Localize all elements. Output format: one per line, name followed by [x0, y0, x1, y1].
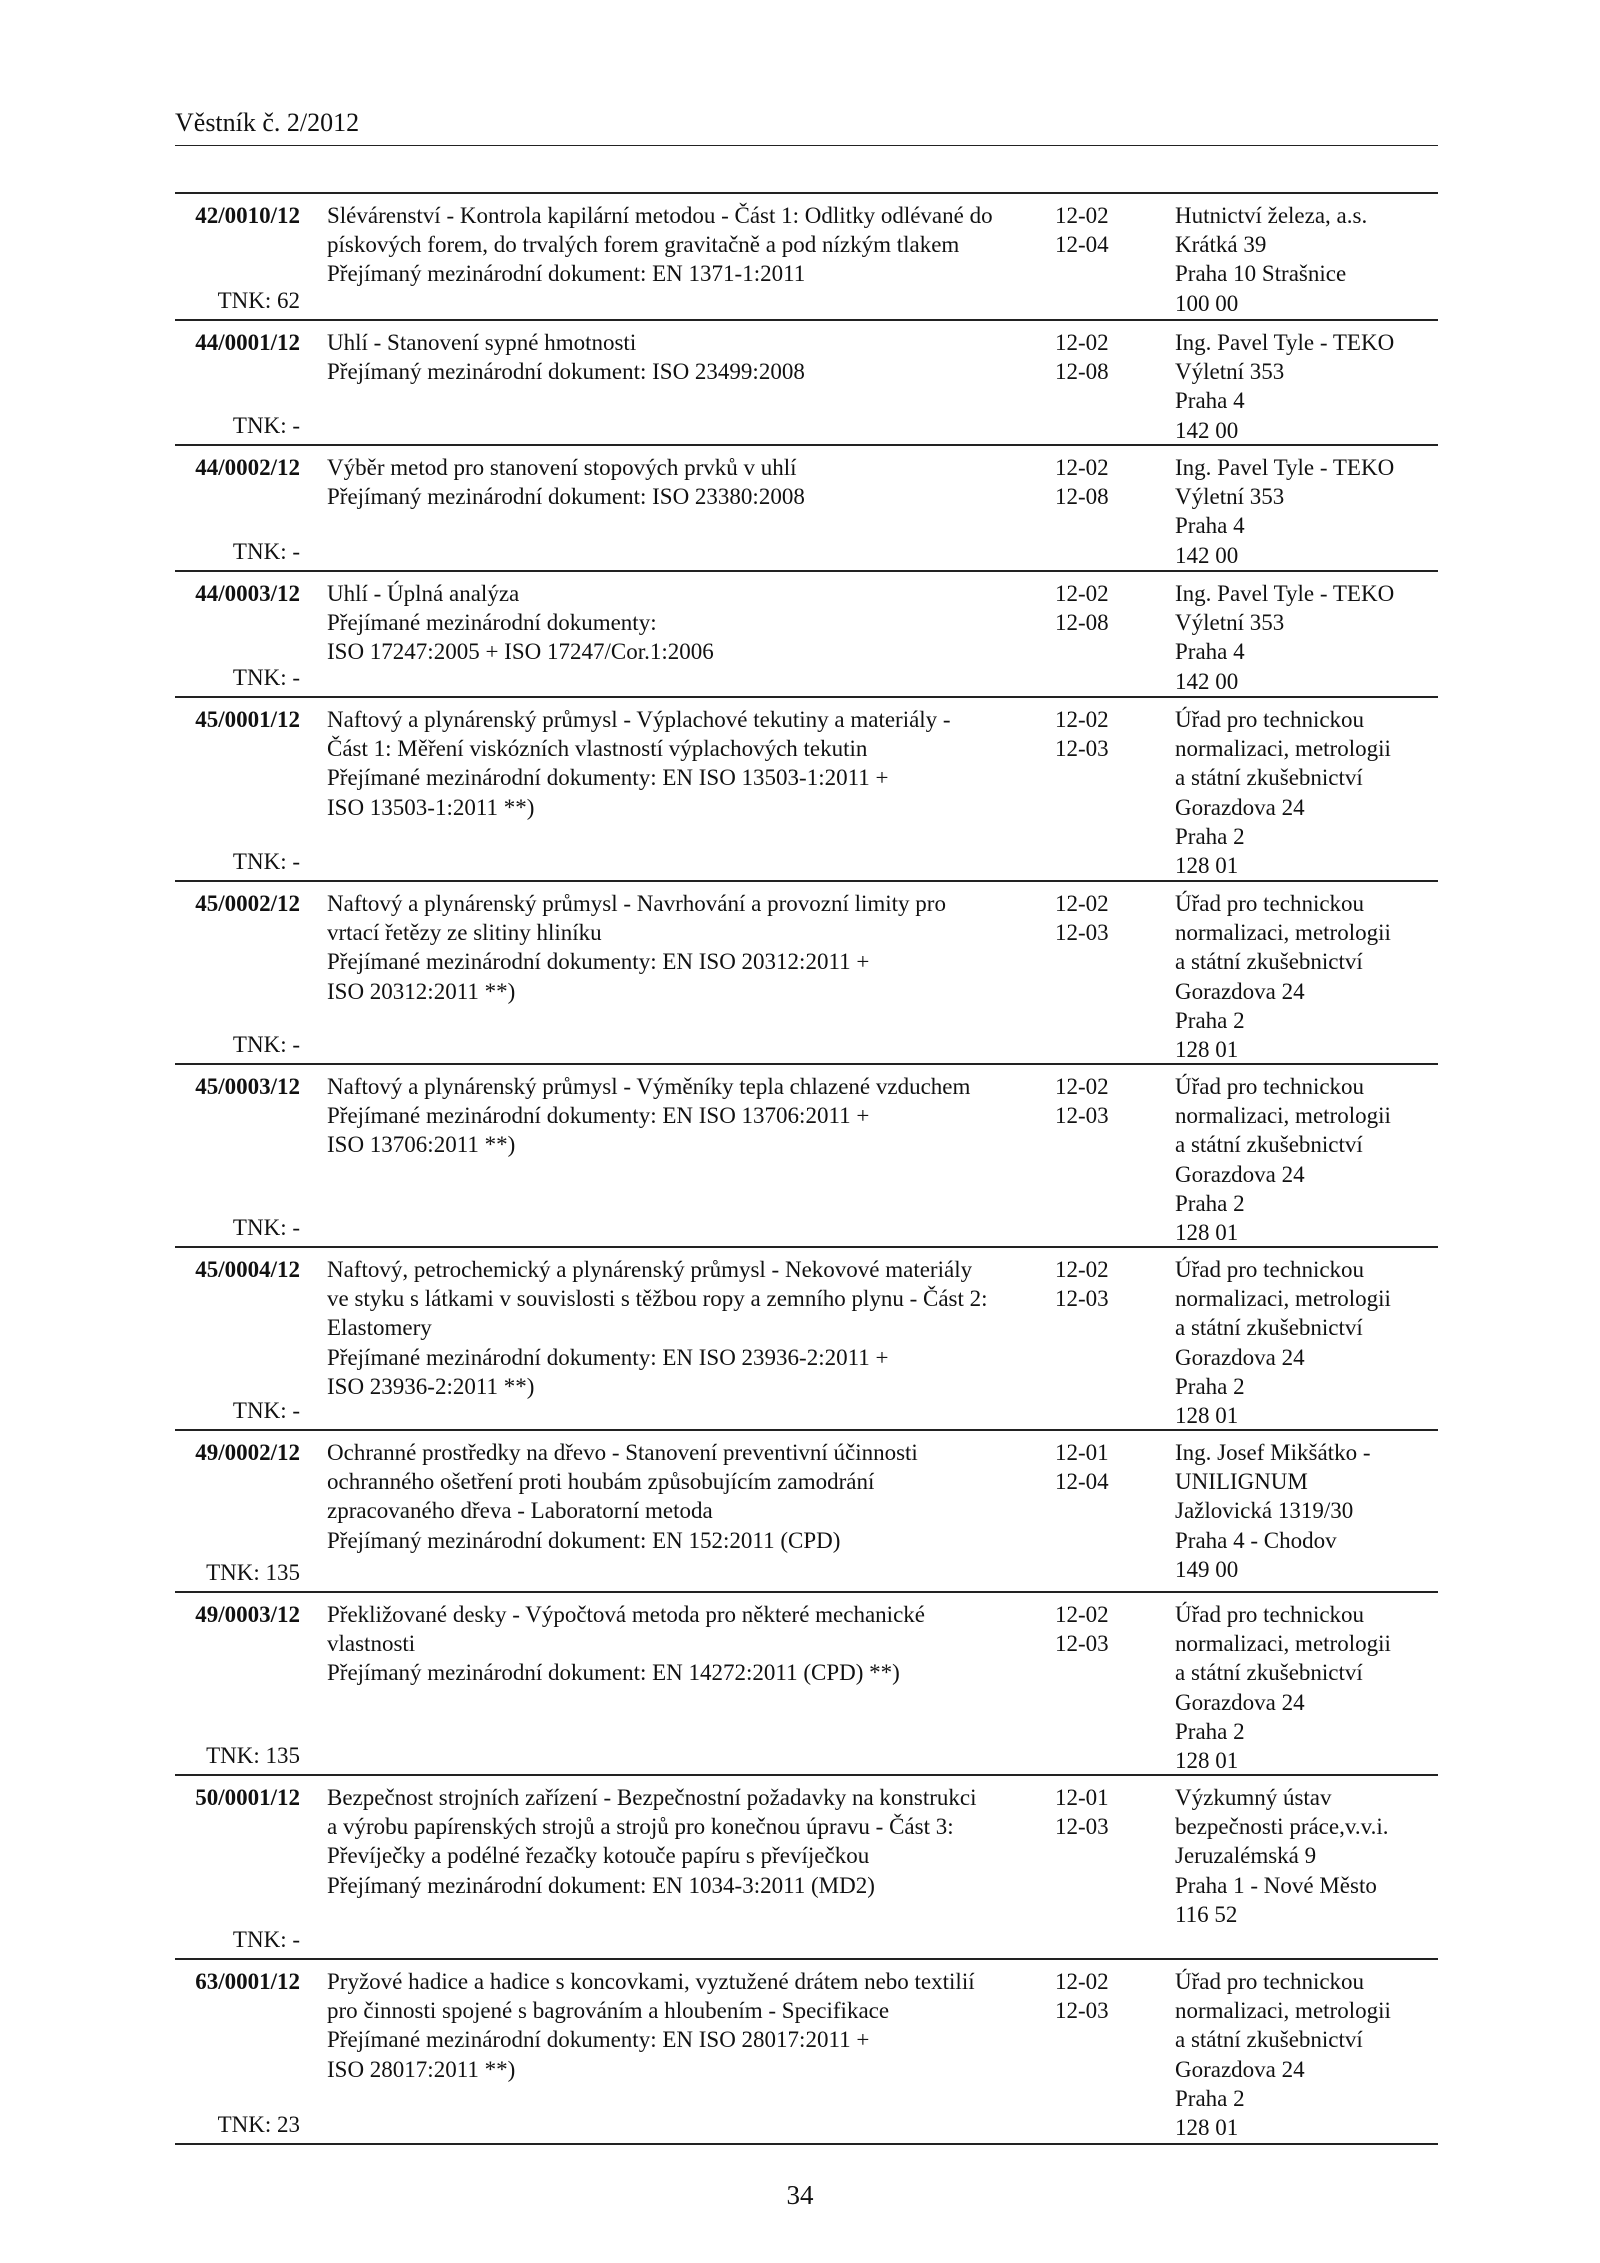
- title-line: Naftový a plynárenský průmysl - Výplachové tekutiny a materiály -: [327, 707, 951, 732]
- standard-dates: [1055, 579, 1195, 637]
- table-row: [175, 1065, 1438, 1248]
- address-line: Praha 1 - Nové Město: [1175, 1872, 1377, 1898]
- table-row: [175, 1960, 1438, 2145]
- address-line: Praha 4: [1175, 639, 1245, 665]
- title-line: Přejímané mezinárodní dokumenty: EN ISO 13503-1:2011 +: [327, 765, 889, 791]
- title-line: Bezpečnost strojních zařízení - Bezpečnostní požadavky na konstrukci: [327, 1785, 977, 1810]
- address-line: a státní zkušebnictví: [1175, 765, 1363, 791]
- date-line: 12-03: [1055, 736, 1109, 762]
- title-line: ISO 13706:2011 **): [327, 1132, 516, 1158]
- address-line: 142 00: [1175, 668, 1239, 694]
- address-line: normalizaci, metrologii: [1175, 920, 1391, 946]
- title-line: a výrobu papírenských strojů a strojů pro konečnou úpravu - Část 3:: [327, 1814, 954, 1840]
- date-line: 12-04: [1055, 232, 1109, 258]
- title-line: ISO 17247:2005 + ISO 17247/Cor.1:2006: [327, 639, 714, 665]
- address-line: Gorazdova 24: [1175, 978, 1305, 1004]
- address-line: normalizaci, metrologii: [1175, 1286, 1391, 1312]
- address-line: normalizaci, metrologii: [1175, 1631, 1391, 1657]
- table-row: [175, 1593, 1438, 1776]
- date-line: 12-02: [1055, 455, 1109, 480]
- standard-code: 63/0001/12: [195, 1969, 300, 1994]
- address-line: Úřad pro technickou: [1175, 1602, 1365, 1627]
- table-row: [175, 194, 1438, 321]
- date-line: 12-03: [1055, 1103, 1109, 1129]
- address-line: Výletní 353: [1175, 610, 1285, 636]
- address-line: Praha 4: [1175, 388, 1245, 414]
- standard-dates: [1055, 889, 1195, 947]
- title-line: ISO 23936-2:2011 **): [327, 1373, 535, 1399]
- title-line: Ochranné prostředky na dřevo - Stanovení preventivní účinnosti: [327, 1440, 918, 1465]
- title-line: Uhlí - Stanovení sypné hmotnosti: [327, 330, 637, 355]
- tnk-number: TNK: -: [232, 1031, 300, 1057]
- date-line: 12-08: [1055, 484, 1109, 510]
- address-line: UNILIGNUM: [1175, 1469, 1308, 1495]
- address-line: Výzkumný ústav: [1175, 1785, 1332, 1810]
- title-line: Přejímaný mezinárodní dokument: EN 152:2011 (CPD): [327, 1527, 841, 1553]
- standard-dates: [1055, 1438, 1195, 1496]
- tnk-number: TNK: -: [232, 848, 300, 874]
- title-line: pro činnosti spojené s bagrováním a hloubením - Specifikace: [327, 1998, 890, 2024]
- date-line: 12-02: [1055, 1257, 1109, 1282]
- tnk-number: TNK: -: [232, 1926, 300, 1952]
- table-row: [175, 882, 1438, 1065]
- address-line: Jažlovická 1319/30: [1175, 1498, 1354, 1524]
- address-line: 128 01: [1175, 1748, 1239, 1774]
- tnk-number: TNK: -: [232, 1397, 300, 1423]
- standard-code: 50/0001/12: [195, 1785, 300, 1810]
- address-line: Praha 2: [1175, 1007, 1245, 1033]
- tnk-number: TNK: 135: [206, 1559, 300, 1585]
- title-line: Přejímané mezinárodní dokumenty: EN ISO 13706:2011 +: [327, 1103, 870, 1129]
- address-line: 142 00: [1175, 417, 1239, 443]
- address-line: 149 00: [1175, 1556, 1239, 1582]
- address-line: Praha 2: [1175, 1718, 1245, 1744]
- address-line: 128 01: [1175, 1220, 1239, 1246]
- tnk-number: TNK: 62: [217, 287, 300, 313]
- processor-address: [1175, 579, 1438, 696]
- date-line: 12-02: [1055, 203, 1109, 228]
- address-line: a státní zkušebnictví: [1175, 1132, 1363, 1158]
- date-line: 12-01: [1055, 1785, 1109, 1810]
- address-line: 128 01: [1175, 853, 1239, 879]
- address-line: 128 01: [1175, 2115, 1239, 2141]
- table-row: [175, 1776, 1438, 1960]
- standard-code: 45/0002/12: [195, 891, 300, 916]
- date-line: 12-03: [1055, 920, 1109, 946]
- address-line: Gorazdova 24: [1175, 2056, 1305, 2082]
- date-line: 12-03: [1055, 1998, 1109, 2024]
- date-line: 12-02: [1055, 891, 1109, 916]
- processor-address: [1175, 705, 1438, 880]
- address-line: Krátká 39: [1175, 232, 1267, 258]
- address-line: a státní zkušebnictví: [1175, 1660, 1363, 1686]
- standard-dates: [1055, 1255, 1195, 1313]
- title-line: Přejímané mezinárodní dokumenty:: [327, 610, 657, 636]
- date-line: 12-02: [1055, 1969, 1109, 1994]
- page-header: Věstník č. 2/2012: [175, 108, 360, 137]
- address-line: Úřad pro technickou: [1175, 1074, 1365, 1099]
- address-line: normalizaci, metrologii: [1175, 1103, 1391, 1129]
- processor-address: [1175, 453, 1438, 570]
- address-line: normalizaci, metrologii: [1175, 736, 1391, 762]
- tnk-number: TNK: -: [232, 664, 300, 690]
- address-line: 128 01: [1175, 1037, 1239, 1063]
- title-line: Pryžové hadice a hadice s koncovkami, vyztužené drátem nebo textilií: [327, 1969, 975, 1994]
- table-row: [175, 698, 1438, 882]
- standard-code: 45/0003/12: [195, 1074, 300, 1099]
- processor-address: [1175, 889, 1438, 1064]
- date-line: 12-01: [1055, 1440, 1109, 1465]
- address-line: Praha 2: [1175, 2085, 1245, 2111]
- title-line: Elastomery: [327, 1315, 432, 1341]
- title-line: Naftový, petrochemický a plynárenský průmysl - Nekovové materiály: [327, 1257, 973, 1282]
- title-line: ve styku s látkami v souvislosti s těžbou ropy a zemního plynu - Část 2:: [327, 1286, 988, 1312]
- date-line: 12-02: [1055, 330, 1109, 355]
- table-row: [175, 1248, 1438, 1431]
- title-line: Naftový a plynárenský průmysl - Navrhování a provozní limity pro: [327, 891, 946, 916]
- table-row: [175, 572, 1438, 698]
- title-line: Naftový a plynárenský průmysl - Výměníky tepla chlazené vzduchem: [327, 1074, 971, 1099]
- standard-dates: [1055, 453, 1195, 511]
- date-line: 12-03: [1055, 1286, 1109, 1312]
- title-line: ISO 20312:2011 **): [327, 978, 516, 1004]
- title-line: Přejímaný mezinárodní dokument: ISO 23499:2008: [327, 359, 805, 385]
- tnk-number: TNK: -: [232, 412, 300, 438]
- date-line: 12-08: [1055, 610, 1109, 636]
- standard-dates: [1055, 328, 1195, 386]
- address-line: Výletní 353: [1175, 484, 1285, 510]
- title-line: Přejímaný mezinárodní dokument: EN 14272:2011 (CPD) **): [327, 1660, 900, 1686]
- title-line: ochranného ošetření proti houbám způsobujícím zamodrání: [327, 1469, 875, 1495]
- date-line: 12-03: [1055, 1814, 1109, 1840]
- standard-code: 44/0001/12: [195, 330, 300, 355]
- address-line: a státní zkušebnictví: [1175, 949, 1363, 975]
- address-line: Úřad pro technickou: [1175, 1969, 1365, 1994]
- title-line: Přejímaný mezinárodní dokument: ISO 23380:2008: [327, 484, 805, 510]
- title-line: Výběr metod pro stanovení stopových prvků v uhlí: [327, 455, 797, 480]
- title-line: Část 1: Měření viskózních vlastností výplachových tekutin: [327, 736, 868, 762]
- header-rule: [175, 145, 1438, 146]
- address-line: normalizaci, metrologii: [1175, 1998, 1391, 2024]
- title-line: Uhlí - Úplná analýza: [327, 581, 520, 606]
- title-line: Přejímané mezinárodní dokumenty: EN ISO 20312:2011 +: [327, 949, 870, 975]
- address-line: 142 00: [1175, 542, 1239, 568]
- title-line: ISO 13503-1:2011 **): [327, 794, 535, 820]
- processor-address: [1175, 328, 1438, 445]
- processor-address: [1175, 201, 1438, 318]
- processor-address: [1175, 1600, 1438, 1775]
- standard-code: 45/0001/12: [195, 707, 300, 732]
- tnk-number: TNK: -: [232, 538, 300, 564]
- page-number: 34: [786, 2180, 814, 2210]
- address-line: Úřad pro technickou: [1175, 891, 1365, 916]
- address-line: Hutnictví železa, a.s.: [1175, 203, 1368, 228]
- address-line: Gorazdova 24: [1175, 1689, 1305, 1715]
- title-line: vrtací řetězy ze slitiny hliníku: [327, 920, 602, 946]
- title-line: zpracovaného dřeva - Laboratorní metoda: [327, 1498, 713, 1524]
- address-line: Ing. Pavel Tyle - TEKO: [1175, 455, 1395, 480]
- standard-dates: [1055, 1600, 1195, 1658]
- table-row: [175, 1431, 1438, 1593]
- date-line: 12-03: [1055, 1631, 1109, 1657]
- date-line: 12-08: [1055, 359, 1109, 385]
- address-line: Úřad pro technickou: [1175, 707, 1365, 732]
- processor-address: [1175, 1255, 1438, 1430]
- date-line: 12-02: [1055, 1074, 1109, 1099]
- title-line: Překližované desky - Výpočtová metoda pro některé mechanické: [327, 1602, 925, 1627]
- standard-dates: [1055, 705, 1195, 763]
- title-line: Přejímaný mezinárodní dokument: EN 1371-1:2011: [327, 261, 806, 287]
- address-line: Praha 2: [1175, 1373, 1245, 1399]
- address-line: Ing. Josef Mikšátko -: [1175, 1440, 1371, 1465]
- title-line: Přejímané mezinárodní dokumenty: EN ISO 28017:2011 +: [327, 2027, 870, 2053]
- standard-dates: [1055, 1967, 1195, 2025]
- tnk-number: TNK: 23: [217, 2111, 300, 2137]
- title-line: ISO 28017:2011 **): [327, 2056, 516, 2082]
- standard-code: 44/0003/12: [195, 581, 300, 606]
- standard-code: 49/0003/12: [195, 1602, 300, 1627]
- address-line: 100 00: [1175, 290, 1239, 316]
- title-line: Převíječky a podélné řezačky kotouče papíru s převíječkou: [327, 1843, 870, 1869]
- processor-address: [1175, 1438, 1438, 1584]
- address-line: Ing. Pavel Tyle - TEKO: [1175, 581, 1395, 606]
- standard-dates: [1055, 201, 1195, 259]
- address-line: Praha 2: [1175, 823, 1245, 849]
- address-line: 128 01: [1175, 1403, 1239, 1429]
- address-line: Praha 4 - Chodov: [1175, 1527, 1337, 1553]
- address-line: Gorazdova 24: [1175, 1161, 1305, 1187]
- title-line: pískových forem, do trvalých forem gravitačně a pod nízkým tlakem: [327, 232, 960, 258]
- standard-code: 49/0002/12: [195, 1440, 300, 1465]
- table-row: [175, 321, 1438, 446]
- standard-code: 42/0010/12: [195, 203, 300, 228]
- processor-address: [1175, 1783, 1438, 1929]
- title-line: Přejímané mezinárodní dokumenty: EN ISO 23936-2:2011 +: [327, 1344, 889, 1370]
- address-line: Jeruzalémská 9: [1175, 1843, 1317, 1869]
- standard-dates: [1055, 1072, 1195, 1130]
- address-line: a státní zkušebnictví: [1175, 1315, 1363, 1341]
- table-row: [175, 446, 1438, 572]
- tnk-number: TNK: 135: [206, 1742, 300, 1768]
- date-line: 12-02: [1055, 581, 1109, 606]
- title-line: Přejímaný mezinárodní dokument: EN 1034-3:2011 (MD2): [327, 1872, 875, 1898]
- address-line: 116 52: [1175, 1901, 1238, 1927]
- address-line: Praha 2: [1175, 1190, 1245, 1216]
- address-line: bezpečnosti práce,v.v.i.: [1175, 1814, 1389, 1840]
- standard-code: 45/0004/12: [195, 1257, 300, 1282]
- address-line: a státní zkušebnictví: [1175, 2027, 1363, 2053]
- processor-address: [1175, 1967, 1438, 2142]
- address-line: Praha 10 Strašnice: [1175, 261, 1347, 287]
- address-line: Praha 4: [1175, 513, 1245, 539]
- address-line: Úřad pro technickou: [1175, 1257, 1365, 1282]
- title-line: vlastnosti: [327, 1631, 416, 1657]
- standards-table: [175, 192, 1438, 2145]
- standard-dates: [1055, 1783, 1195, 1841]
- address-line: Výletní 353: [1175, 359, 1285, 385]
- tnk-number: TNK: -: [232, 1214, 300, 1240]
- date-line: 12-02: [1055, 707, 1109, 732]
- standard-code: 44/0002/12: [195, 455, 300, 480]
- address-line: Gorazdova 24: [1175, 1344, 1305, 1370]
- address-line: Gorazdova 24: [1175, 794, 1305, 820]
- title-line: Slévárenství - Kontrola kapilární metodou - Část 1: Odlitky odlévané do: [327, 203, 993, 228]
- processor-address: [1175, 1072, 1438, 1247]
- address-line: Ing. Pavel Tyle - TEKO: [1175, 330, 1395, 355]
- date-line: 12-02: [1055, 1602, 1109, 1627]
- date-line: 12-04: [1055, 1469, 1109, 1495]
